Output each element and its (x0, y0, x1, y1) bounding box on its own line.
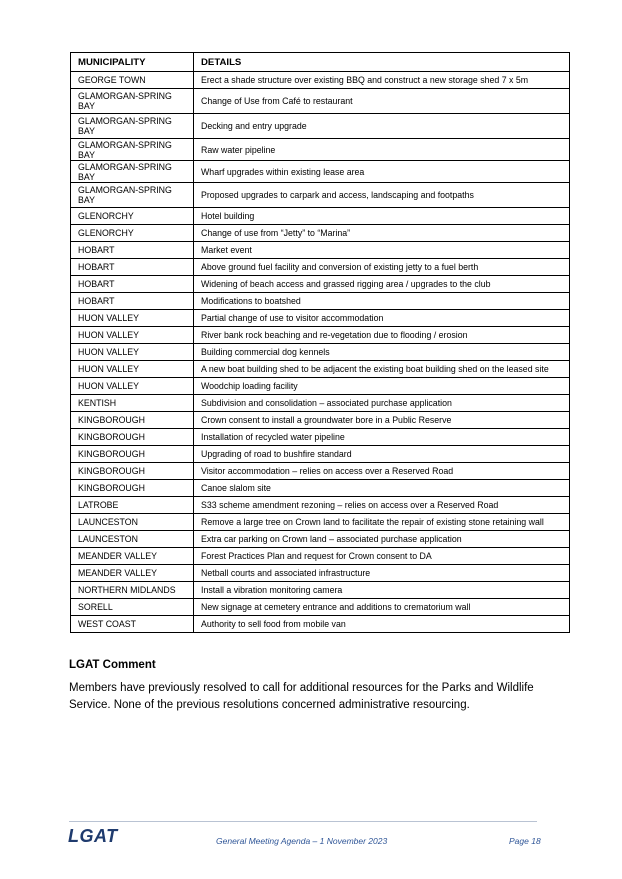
table-row (71, 531, 570, 548)
cell-municipality: HOBART (71, 276, 194, 293)
table-row (71, 89, 570, 114)
cell-details: Crown consent to install a groundwater bore in a Public Reserve (194, 412, 570, 429)
table-row (71, 480, 570, 497)
cell-details: Canoe slalom site (194, 480, 570, 497)
cell-details: Woodchip loading facility (194, 378, 570, 395)
cell-details: Install a vibration monitoring camera (194, 582, 570, 599)
table-row (71, 225, 570, 242)
comment-body: Members have previously resolved to call for additional resources for the Parks and Wildlife Service. None of the previous resolutions concerned administrative resourcing. (69, 682, 534, 711)
table-row (71, 276, 570, 293)
cell-municipality: KINGBOROUGH (71, 463, 194, 480)
cell-municipality: HUON VALLEY (71, 361, 194, 378)
table-row (71, 139, 570, 161)
table-row (71, 327, 570, 344)
table-body (71, 72, 570, 633)
table-row (71, 183, 570, 208)
cell-municipality: KINGBOROUGH (71, 446, 194, 463)
table-row (71, 208, 570, 225)
cell-details: New signage at cemetery entrance and additions to crematorium wall (194, 599, 570, 616)
cell-municipality: LAUNCESTON (71, 531, 194, 548)
column-header-municipality: MUNICIPALITY (71, 53, 194, 72)
cell-municipality: KINGBOROUGH (71, 429, 194, 446)
cell-details: Authority to sell food from mobile van (194, 616, 570, 633)
cell-details: A new boat building shed to be adjacent the existing boat building shed on the leased site (194, 361, 570, 378)
cell-municipality: GLAMORGAN-SPRING BAY (71, 139, 194, 161)
cell-details: Wharf upgrades within existing lease area (194, 161, 570, 183)
cell-details: Above ground fuel facility and conversion of existing jetty to a fuel berth (194, 259, 570, 276)
table-row (71, 429, 570, 446)
cell-municipality: HUON VALLEY (71, 327, 194, 344)
footer-divider (69, 821, 537, 822)
footer-page-number: Page 18 (509, 836, 541, 846)
cell-details: Widening of beach access and grassed rigging area / upgrades to the club (194, 276, 570, 293)
cell-details: Hotel building (194, 208, 570, 225)
table-row (71, 114, 570, 139)
table-row (71, 582, 570, 599)
cell-municipality: GLAMORGAN-SPRING BAY (71, 161, 194, 183)
cell-details: Market event (194, 242, 570, 259)
table-row (71, 497, 570, 514)
cell-municipality: KENTISH (71, 395, 194, 412)
footer-logo: LGAT (68, 826, 118, 846)
cell-municipality: GLENORCHY (71, 208, 194, 225)
table-row (71, 463, 570, 480)
table-row (71, 161, 570, 183)
table-row (71, 412, 570, 429)
cell-municipality: GLAMORGAN-SPRING BAY (71, 89, 194, 114)
table-row (71, 548, 570, 565)
table-row (71, 446, 570, 463)
cell-municipality: HUON VALLEY (71, 310, 194, 327)
cell-municipality: HOBART (71, 259, 194, 276)
cell-details: Visitor accommodation – relies on access over a Reserved Road (194, 463, 570, 480)
cell-details: Raw water pipeline (194, 139, 570, 161)
cell-details: S33 scheme amendment rezoning – relies on access over a Reserved Road (194, 497, 570, 514)
cell-details: Change of use from “Jetty” to “Marina” (194, 225, 570, 242)
table-row (71, 310, 570, 327)
cell-details: Partial change of use to visitor accommodation (194, 310, 570, 327)
cell-details: River bank rock beaching and re-vegetation due to flooding / erosion (194, 327, 570, 344)
cell-details: Extra car parking on Crown land – associated purchase application (194, 531, 570, 548)
table-row (71, 395, 570, 412)
cell-details: Proposed upgrades to carpark and access, landscaping and footpaths (194, 183, 570, 208)
table-row (71, 514, 570, 531)
cell-municipality: HUON VALLEY (71, 344, 194, 361)
table-row (71, 293, 570, 310)
table-row (71, 616, 570, 633)
cell-municipality: LATROBE (71, 497, 194, 514)
table-row (71, 599, 570, 616)
table-row (71, 565, 570, 582)
cell-municipality: KINGBOROUGH (71, 480, 194, 497)
table-row (71, 259, 570, 276)
table-header-row (71, 53, 570, 72)
footer-meeting-title: General Meeting Agenda – 1 November 2023 (216, 836, 388, 846)
cell-municipality: MEANDER VALLEY (71, 548, 194, 565)
cell-municipality: GLAMORGAN-SPRING BAY (71, 114, 194, 139)
cell-municipality: SORELL (71, 599, 194, 616)
table-row (71, 242, 570, 259)
column-header-details: DETAILS (194, 53, 570, 72)
table-row (71, 344, 570, 361)
cell-municipality: HUON VALLEY (71, 378, 194, 395)
cell-municipality: HOBART (71, 242, 194, 259)
cell-details: Remove a large tree on Crown land to facilitate the repair of existing stone retaining wall (194, 514, 570, 531)
cell-details: Installation of recycled water pipeline (194, 429, 570, 446)
cell-municipality: LAUNCESTON (71, 514, 194, 531)
cell-municipality: MEANDER VALLEY (71, 565, 194, 582)
cell-details: Forest Practices Plan and request for Crown consent to DA (194, 548, 570, 565)
comment-heading: LGAT Comment (69, 659, 156, 671)
cell-municipality: NORTHERN MIDLANDS (71, 582, 194, 599)
cell-details: Modifications to boatshed (194, 293, 570, 310)
cell-details: Netball courts and associated infrastructure (194, 565, 570, 582)
cell-municipality: GEORGE TOWN (71, 72, 194, 89)
table-row (71, 361, 570, 378)
table-row (71, 72, 570, 89)
cell-municipality: HOBART (71, 293, 194, 310)
cell-municipality: WEST COAST (71, 616, 194, 633)
cell-municipality: KINGBOROUGH (71, 412, 194, 429)
cell-details: Erect a shade structure over existing BBQ and construct a new storage shed 7 x 5m (194, 72, 570, 89)
cell-details: Change of Use from Café to restaurant (194, 89, 570, 114)
cell-details: Subdivision and consolidation – associated purchase application (194, 395, 570, 412)
municipality-table (70, 52, 570, 633)
cell-details: Upgrading of road to bushfire standard (194, 446, 570, 463)
cell-details: Building commercial dog kennels (194, 344, 570, 361)
cell-details: Decking and entry upgrade (194, 114, 570, 139)
cell-municipality: GLAMORGAN-SPRING BAY (71, 183, 194, 208)
table-row (71, 378, 570, 395)
cell-municipality: GLENORCHY (71, 225, 194, 242)
